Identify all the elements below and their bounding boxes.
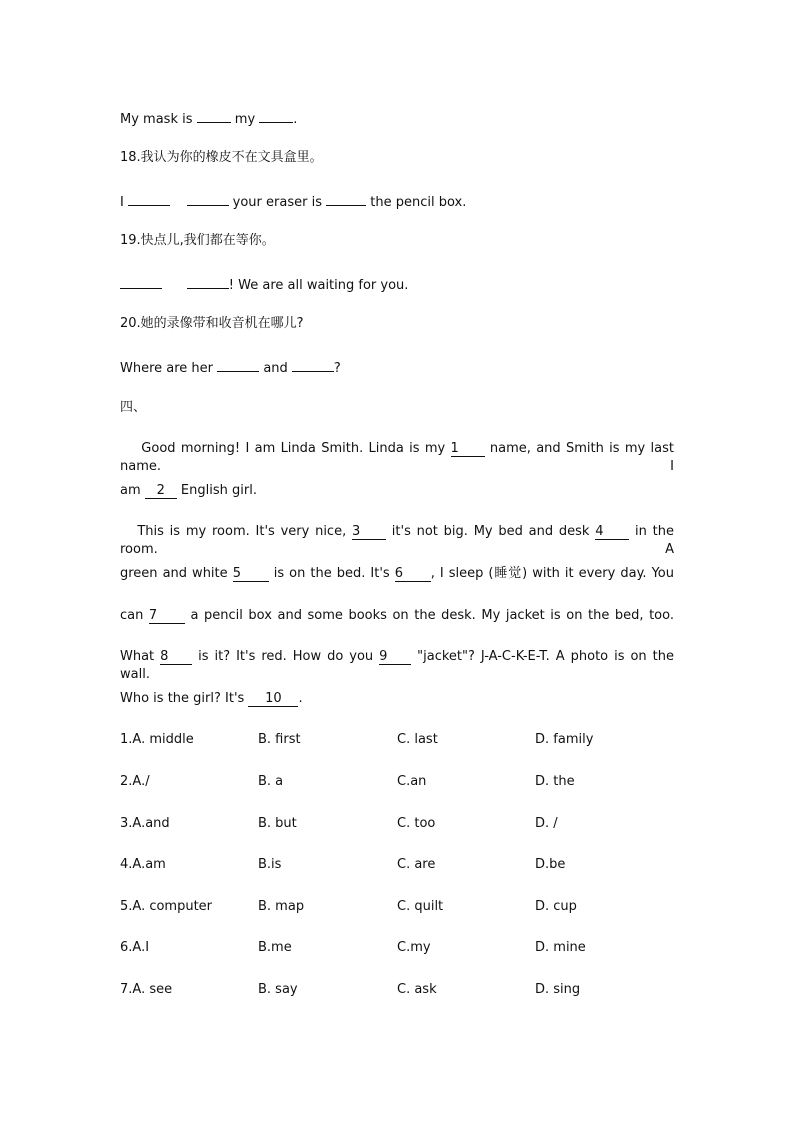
question-20-chinese: 20.她的录像带和收音机在哪儿?	[120, 316, 304, 331]
option-4c: C. are	[397, 857, 436, 872]
option-2a: 2.A./	[120, 774, 150, 789]
question-18-chinese: 18.我认为你的橡皮不在文具盒里。	[120, 150, 323, 165]
passage-line: Who is the girl? It's 10 .	[120, 691, 303, 706]
answer-blank	[326, 191, 366, 206]
option-7a: 7.A. see	[120, 982, 173, 997]
question-18-english: I your eraser is the pencil box.	[120, 191, 674, 212]
option-5a: 5.A. computer	[120, 899, 213, 914]
numbered-blank: 7	[149, 609, 185, 624]
numbered-blank: 8	[160, 650, 192, 665]
option-7d: D. sing	[535, 982, 581, 997]
option-7c: C. ask	[397, 982, 437, 997]
option-4b: B.is	[258, 857, 282, 872]
answer-blank	[197, 108, 231, 123]
numbered-blank: 9	[379, 650, 411, 665]
answer-blank	[187, 274, 229, 289]
option-1c: C. last	[397, 732, 438, 747]
option-5b: B. map	[258, 899, 305, 914]
answer-blank	[259, 108, 293, 123]
passage-line: What 8 is it? It's red. How do you 9 "jacket"? J-A-C-K-E-T. A photo is on the wall.	[120, 649, 674, 682]
answer-blank	[120, 274, 162, 289]
passage-line: Good morning! I am Linda Smith. Linda is my 1 name, and Smith is my last name. I	[120, 441, 674, 474]
passage-line: green and white 5 is on the bed. It's 6 , I sleep (睡觉) with it every day. You	[120, 566, 674, 581]
numbered-blank: 4	[595, 525, 629, 540]
question-20-english: Where are her and ?	[120, 357, 674, 378]
option-6b: B.me	[258, 940, 292, 955]
option-6d: D. mine	[535, 940, 586, 955]
question-19-chinese: 19.快点儿,我们都在等你。	[120, 233, 275, 248]
option-6a: 6.A.I	[120, 940, 150, 955]
option-5d: D. cup	[535, 899, 577, 914]
option-2b: B. a	[258, 774, 284, 789]
option-6c: C.my	[397, 940, 431, 955]
option-1a: 1.A. middle	[120, 732, 194, 747]
section-4-heading: 四、	[120, 400, 147, 415]
option-7b: B. say	[258, 982, 298, 997]
numbered-blank: 6	[395, 567, 431, 582]
passage-line: am 2 English girl.	[120, 483, 257, 498]
numbered-blank: 10	[248, 692, 298, 707]
sentence-17-english: My mask is my .	[120, 108, 674, 129]
numbered-blank: 3	[352, 525, 386, 540]
answer-blank	[292, 357, 334, 372]
numbered-blank: 2	[145, 484, 177, 499]
question-19-english: ! We are all waiting for you.	[120, 274, 674, 295]
numbered-blank: 1	[451, 442, 485, 457]
option-3d: D. /	[535, 816, 558, 831]
option-5c: C. quilt	[397, 899, 444, 914]
option-2d: D. the	[535, 774, 575, 789]
answer-blank	[128, 191, 170, 206]
option-1d: D. family	[535, 732, 594, 747]
answer-blank	[217, 357, 259, 372]
passage-line: This is my room. It's very nice, 3 it's not big. My bed and desk 4 in the room. A	[120, 524, 674, 557]
answer-blank	[187, 191, 229, 206]
option-4d: D.be	[535, 857, 566, 872]
option-1b: B. first	[258, 732, 301, 747]
option-3a: 3.A.and	[120, 816, 170, 831]
option-3c: C. too	[397, 816, 436, 831]
passage-line: can 7 a pencil box and some books on the desk. My jacket is on the bed, too.	[120, 608, 674, 623]
numbered-blank: 5	[233, 567, 269, 582]
option-4a: 4.A.am	[120, 857, 166, 872]
option-2c: C.an	[397, 774, 427, 789]
option-3b: B. but	[258, 816, 297, 831]
